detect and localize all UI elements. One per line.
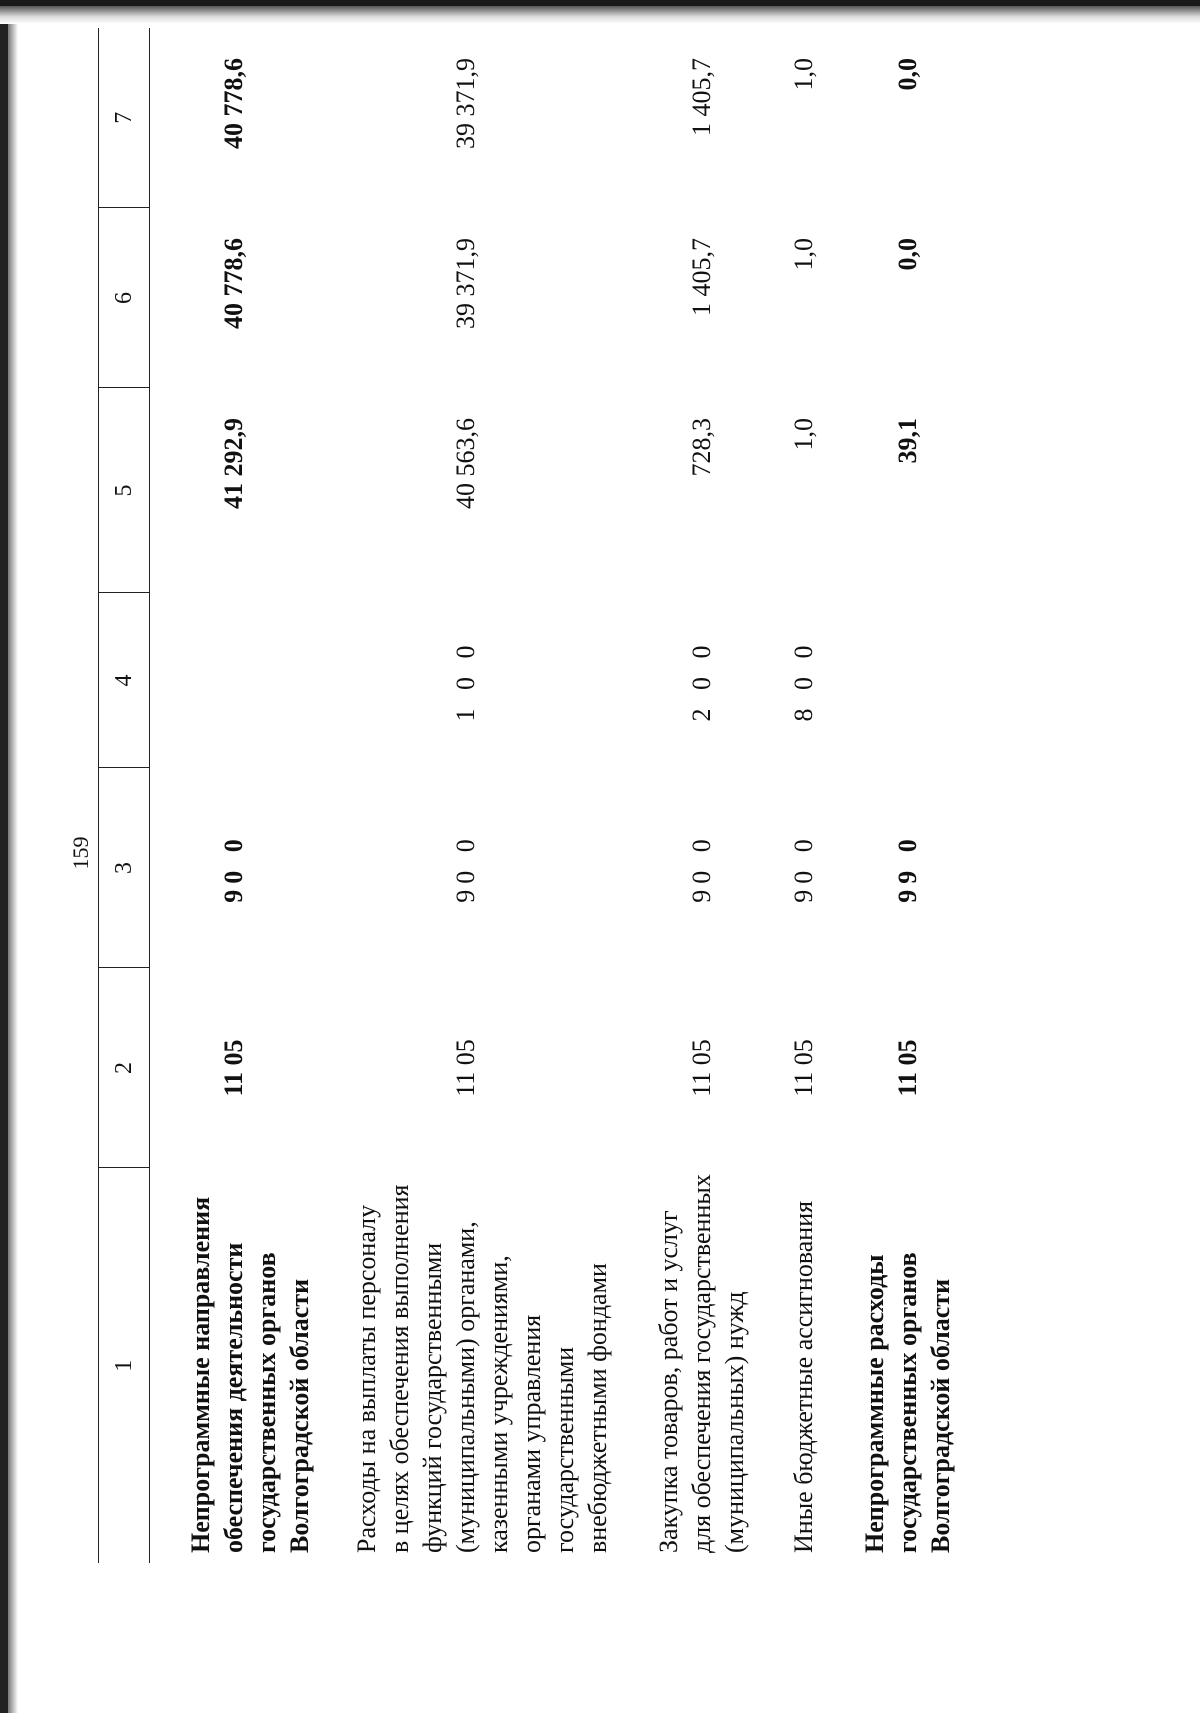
target-code-cell: 90 0 xyxy=(687,833,716,903)
row-name-line: Волгоградской области xyxy=(926,1278,955,1553)
section-code-cell: 11 05 xyxy=(451,1039,480,1097)
section-code-cell: 11 05 xyxy=(687,1039,716,1097)
row-name-line: (муниципальных) нужд xyxy=(720,1291,749,1553)
column-header-7: 7 xyxy=(99,28,150,208)
row-name-line: государственными xyxy=(550,1346,579,1553)
expense-type-cell: 8 0 0 xyxy=(789,639,818,722)
row-name-line: внебюджетными фондами xyxy=(583,1263,612,1553)
page-number: 159 xyxy=(68,836,93,870)
table-row xyxy=(820,28,957,1563)
row-name-line: Непрограммные расходы xyxy=(860,1254,889,1553)
row-name-line: Волгоградской области xyxy=(285,1278,314,1553)
row-name-cell xyxy=(820,1168,957,1563)
section-code-cell: 11 05 xyxy=(219,1039,248,1097)
row-name-line: государственных органов xyxy=(893,1252,922,1553)
amount-year-3-cell: 1 405,7 xyxy=(687,58,716,136)
amount-year-3-cell: 40 778,6 xyxy=(219,58,248,149)
table-row xyxy=(150,28,317,1563)
amount-year-1-cell: 41 292,9 xyxy=(219,418,248,509)
row-name-line: государственных органов xyxy=(252,1252,281,1553)
expense-type-cell xyxy=(820,593,957,768)
row-name-line: казенными учреждениями, xyxy=(484,1255,513,1553)
row-name-line: Непрограммные направления xyxy=(186,1196,215,1553)
table-header-row xyxy=(99,28,150,1563)
target-code-cell: 90 0 xyxy=(789,833,818,903)
row-name-line: в целях обеспечения выполнения xyxy=(385,1184,414,1553)
row-name-cell xyxy=(614,1168,751,1563)
column-header-2: 2 xyxy=(99,968,150,1168)
column-header-4: 4 xyxy=(99,593,150,768)
amount-year-1-cell: 728,3 xyxy=(687,418,716,477)
expense-type-cell: 1 0 0 xyxy=(451,639,480,722)
table-body xyxy=(150,28,958,1563)
row-name-line: органами управления xyxy=(517,1314,546,1553)
row-name-line: Иные бюджетные ассигнования xyxy=(789,1200,818,1553)
amount-year-1-cell: 39,1 xyxy=(893,418,922,464)
amount-year-2-cell: 1,0 xyxy=(789,238,818,271)
amount-year-2-cell: 40 778,6 xyxy=(219,238,248,329)
expense-type-cell xyxy=(150,593,317,768)
row-name-cell xyxy=(316,1168,614,1563)
column-header-5: 5 xyxy=(99,388,150,593)
amount-year-1-cell: 40 563,6 xyxy=(451,418,480,509)
row-name-cell xyxy=(150,1168,317,1563)
section-code-cell: 11 05 xyxy=(789,1039,818,1097)
row-name-line: обеспечения деятельности xyxy=(219,1242,248,1553)
column-header-3: 3 xyxy=(99,768,150,968)
amount-year-3-cell: 0,0 xyxy=(893,58,922,91)
row-name-line: (муниципальными) органами, xyxy=(451,1221,480,1553)
row-name-line: Расходы на выплаты персоналу xyxy=(352,1204,381,1553)
column-header-1: 1 xyxy=(99,1168,150,1563)
target-code-cell: 99 0 xyxy=(893,833,922,903)
row-name-line: Закупка товаров, работ и услуг xyxy=(654,1210,683,1553)
amount-year-2-cell: 1 405,7 xyxy=(687,238,716,316)
amount-year-3-cell: 1,0 xyxy=(789,58,818,91)
table-row xyxy=(614,28,751,1563)
column-header-6: 6 xyxy=(99,208,150,388)
amount-year-2-cell: 39 371,9 xyxy=(451,238,480,329)
amount-year-1-cell: 1,0 xyxy=(789,418,818,451)
target-code-cell: 90 0 xyxy=(451,833,480,903)
target-code-cell: 90 0 xyxy=(219,833,248,903)
budget-table xyxy=(98,28,957,1563)
row-name-line: функций государственными xyxy=(418,1242,447,1553)
amount-year-3-cell: 39 371,9 xyxy=(451,58,480,149)
row-name-cell xyxy=(751,1168,820,1563)
section-code-cell: 11 05 xyxy=(893,1039,922,1097)
table-row xyxy=(751,28,820,1563)
amount-year-2-cell: 0,0 xyxy=(893,238,922,271)
table-row xyxy=(316,28,614,1563)
expense-type-cell: 2 0 0 xyxy=(687,639,716,722)
row-name-line: для обеспечения государственных xyxy=(687,1174,716,1553)
